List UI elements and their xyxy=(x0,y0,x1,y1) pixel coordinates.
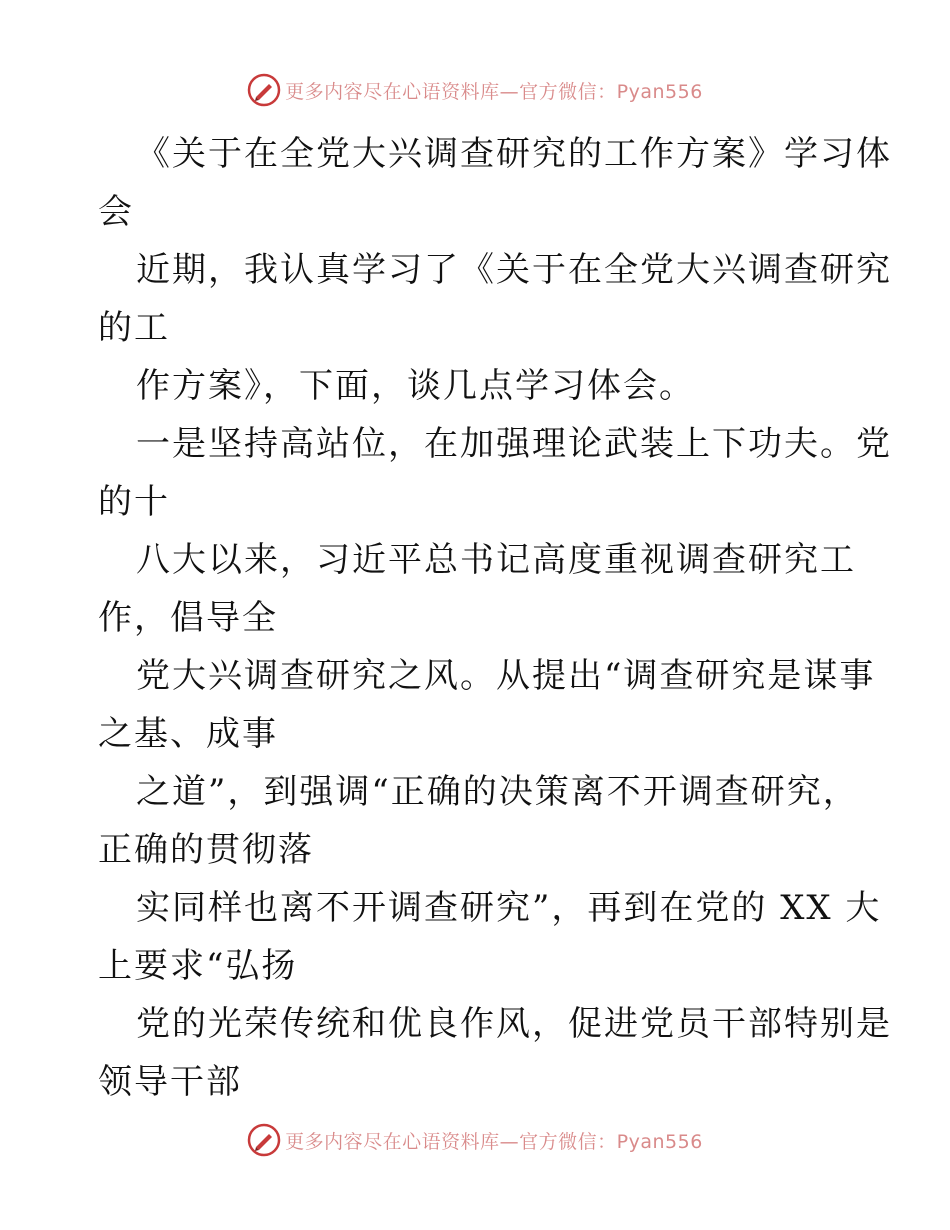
text-line: 的工 xyxy=(98,308,170,348)
text-line: 一是坚持高站位，在加强理论武装上下功夫。党 xyxy=(136,424,892,464)
pen-logo-icon xyxy=(247,73,281,107)
text-line: 会 xyxy=(98,192,134,232)
text-line: 之道”，到强调“正确的决策离不开调查研究， xyxy=(136,772,859,812)
text-line: 作，倡导全 xyxy=(98,598,278,638)
text-line: 《关于在全党大兴调查研究的工作方案》学习体 xyxy=(136,134,892,174)
document-body xyxy=(98,125,892,1111)
text-line: 上要求“弘扬 xyxy=(98,946,298,986)
text-line: 的十 xyxy=(98,482,170,522)
footer-watermark xyxy=(0,1120,950,1160)
header-watermark xyxy=(0,70,950,110)
pen-logo-icon xyxy=(247,1123,281,1157)
footer-watermark-text: 更多内容尽在心语资料库—官方微信：Pyan556 xyxy=(285,1130,703,1153)
text-line: 党大兴调查研究之风。从提出“调查研究是谋事 xyxy=(136,656,876,696)
text-line: 之基、成事 xyxy=(98,714,278,754)
text-line: 八大以来，习近平总书记高度重视调查研究工 xyxy=(136,540,856,580)
text-line: 领导干部 xyxy=(98,1062,242,1102)
text-line: 近期，我认真学习了《关于在全党大兴调查研究 xyxy=(136,250,892,290)
text-line: 党的光荣传统和优良作风，促进党员干部特别是 xyxy=(136,1004,892,1044)
text-line: 正确的贯彻落 xyxy=(98,830,314,870)
text-line: 实同样也离不开调查研究”，再到在党的 XX 大 xyxy=(136,888,882,928)
text-line: 作方案》，下面，谈几点学习体会。 xyxy=(136,366,695,406)
header-watermark-text: 更多内容尽在心语资料库—官方微信：Pyan556 xyxy=(285,80,703,103)
